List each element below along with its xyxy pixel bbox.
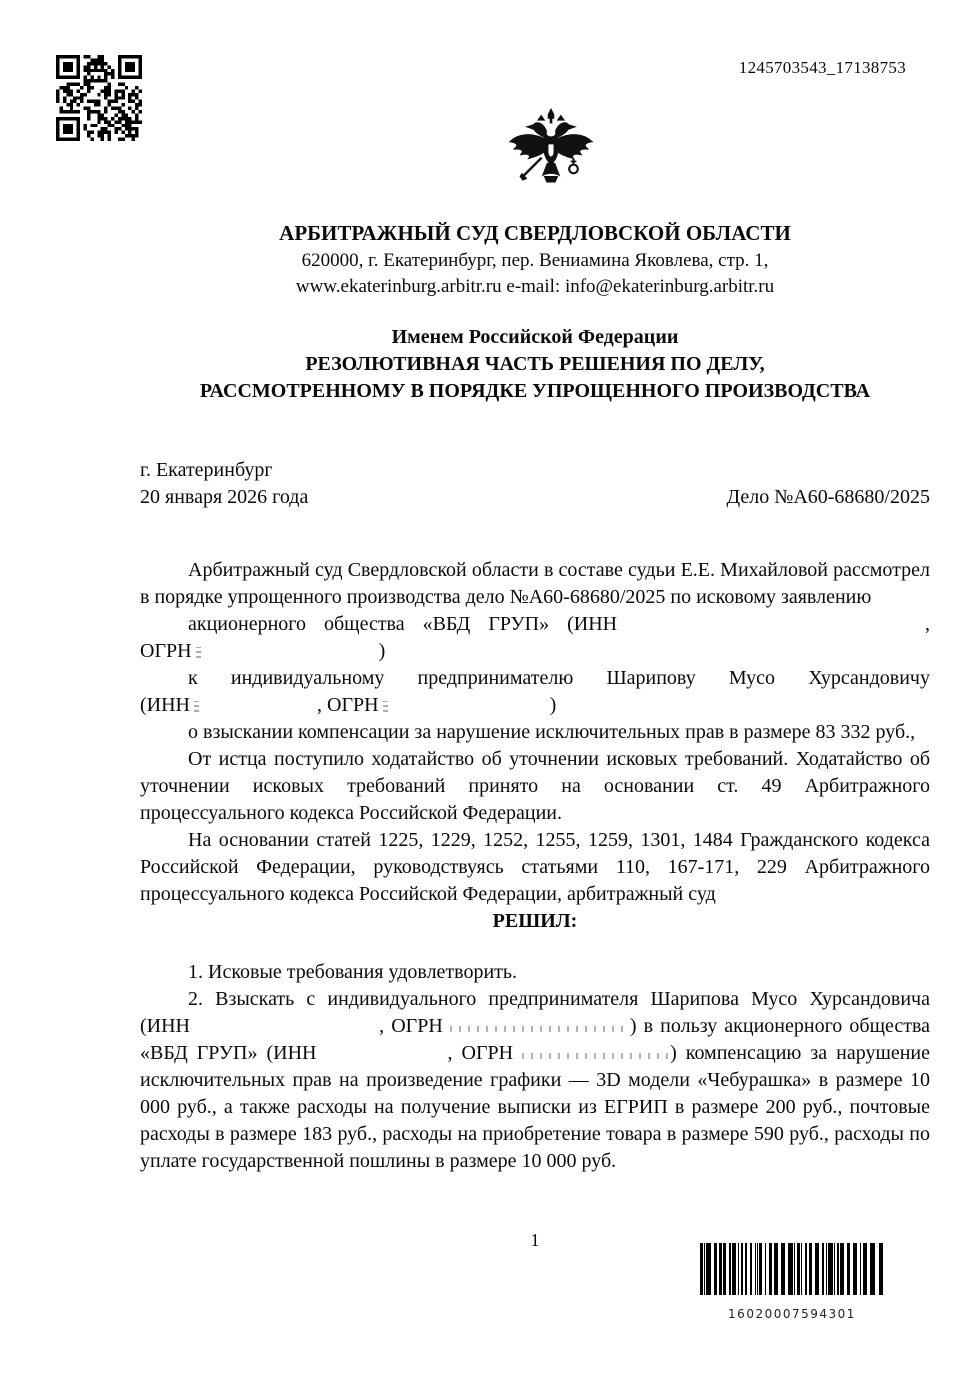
page-number: 1	[530, 1230, 540, 1250]
qr-code-icon	[56, 54, 142, 142]
item2-seg3: ) в пользу акционерного общества «ВБД ГРУП» (ИНН	[140, 1015, 931, 1064]
case-number: Дело №А60-68680/2025	[726, 486, 930, 508]
document-title	[140, 324, 930, 405]
close-paren: )	[378, 640, 386, 662]
decision-item-1: 1. Исковые требования удовлетворить.	[188, 961, 518, 983]
plaintiff-line-2	[140, 638, 930, 665]
title-line-3: РАССМОТРЕННОМУ В ПОРЯДКЕ УПРОЩЕННОГО ПРОИЗВОДСТВА	[199, 380, 871, 402]
paragraph-claim: о взыскании компенсации за нарушение исключительных прав в размере 83 332 руб.,	[188, 721, 916, 743]
redaction-artifact	[194, 701, 199, 712]
item2-seg5: ) компенсацию за нарушение исключительных прав на произведение графики — 3D модели «Чебурашка» в размере 10 000 руб., а также расходы на получение выписки из ЕГРИП в размере 200 руб., почтовые расходы в размере 183 руб., расходы на приобретение товара в размере 590 руб., расходы по уплате государственной пошлины в размере 10 000 руб.	[140, 1042, 930, 1172]
ogrn-label: ОГРН	[140, 640, 192, 662]
item2-seg2: , ОГРН	[379, 1015, 443, 1037]
court-address: 620000, г. Екатеринбург, пер. Вениамина Яковлева, стр. 1,	[301, 250, 769, 271]
document-id: 1245703543_17138753	[738, 58, 906, 77]
paragraph-legal-basis: На основании статей 1225, 1229, 1252, 1255, 1259, 1301, 1484 Гражданского кодекса Российской Федерации, руководствуясь статьями 110, 167-171, 229 Арбитражного процессуального кодекса Российской Федерации, арбитражный суд	[140, 829, 930, 905]
item2-seg1: 2. Взыскать с индивидуального предпринимателя Шарипова Мусо Хурсандовича (ИНН	[140, 988, 930, 1037]
title-line-1: Именем Российской Федерации	[391, 326, 679, 348]
document-body	[140, 557, 930, 1175]
redaction-artifact	[196, 647, 201, 658]
plaintiff-line-1	[140, 611, 930, 638]
item2-seg4: , ОГРН	[447, 1042, 514, 1064]
inn-label: (ИНН	[140, 694, 190, 716]
redaction-artifact	[383, 701, 388, 712]
redacted-ogrn-remnant	[450, 1026, 630, 1032]
resolved-heading: РЕШИЛ:	[492, 910, 578, 932]
court-name: АРБИТРАЖНЫЙ СУД СВЕРДЛОВСКОЙ ОБЛАСТИ	[279, 221, 791, 245]
paragraph-motion: От истца поступило ходатайство об уточнении исковых требований. Ходатайство об уточнении исковых требований принято на основании ст. 49 Арбитражного процессуального кодекса Российской Федерации.	[140, 748, 930, 824]
case-meta	[140, 457, 930, 511]
meta-date: 20 января 2026 года	[140, 486, 309, 508]
title-line-2: РЕЗОЛЮТИВНАЯ ЧАСТЬ РЕШЕНИЯ ПО ДЕЛУ,	[305, 353, 765, 375]
ogrn-label: , ОГРН	[317, 694, 379, 716]
barcode-number: 16020007594301	[728, 1307, 856, 1321]
close-paren: )	[549, 694, 557, 716]
defendant-line-1: к индивидуальному предпринимателю Шарипову Мусо Хурсандовичу	[188, 667, 930, 689]
meta-city: г. Екатеринбург	[140, 459, 273, 481]
document-content	[140, 218, 930, 1175]
barcode	[700, 1243, 884, 1321]
paragraph-intro: Арбитражный суд Свердловской области в составе судьи Е.Е. Михайловой рассмотрел в порядке упрощенного производства дело №А60-68680/2025 по исковому заявлению	[140, 559, 930, 608]
plaintiff-comma: ,	[925, 613, 930, 635]
plaintiff-text: акционерного общества «ВБД ГРУП» (ИНН	[188, 613, 618, 635]
decision-item-2	[140, 986, 930, 1175]
defendant-line-2	[140, 692, 930, 719]
court-contacts: www.ekaterinburg.arbitr.ru e-mail: info@ekaterinburg.arbitr.ru	[295, 276, 775, 297]
russia-coat-of-arms-icon	[504, 108, 598, 198]
redacted-ogrn-remnant	[522, 1053, 670, 1059]
